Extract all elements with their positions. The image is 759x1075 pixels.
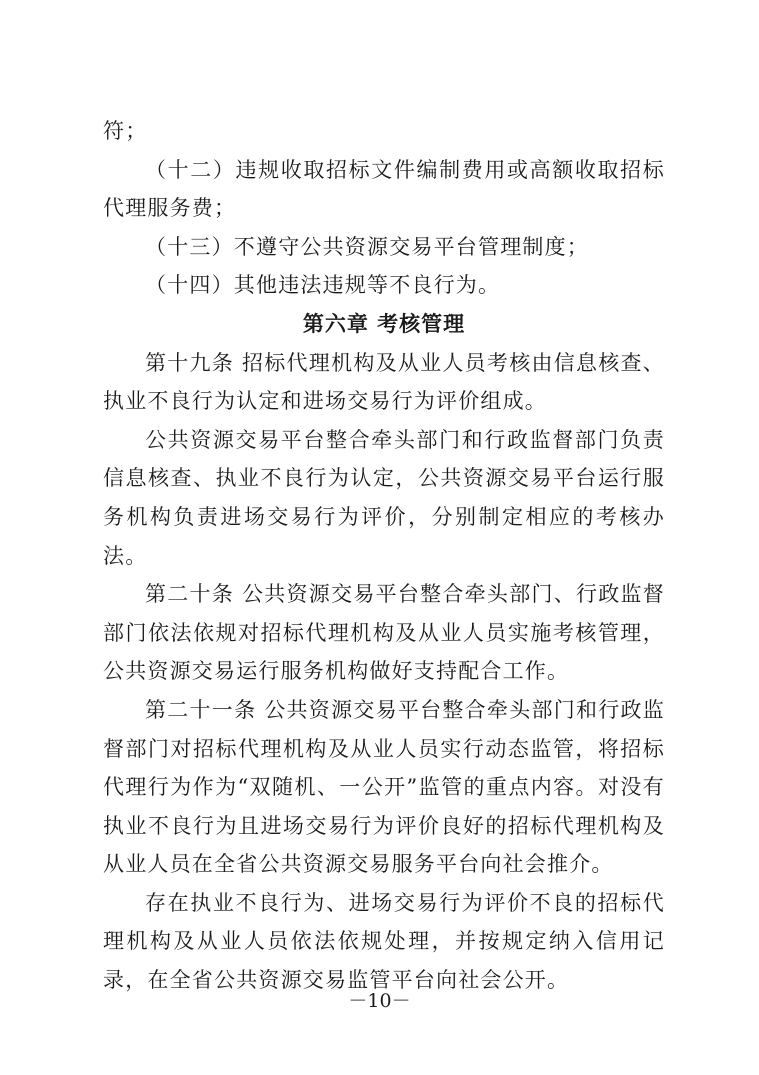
chapter-heading: 第六章 考核管理	[302, 311, 466, 336]
article-19: 第十九条 招标代理机构及从业人员考核由信息核查、执业不良行为认定和进场交易行为评价组成。	[103, 350, 665, 414]
article-21-paragraph-2: 存在执业不良行为、进场交易行为评价不良的招标代理机构及从业人员依法依规处理，并按规定纳入信用记录，在全省公共资源交易监管平台向社会公开。	[103, 890, 665, 993]
paragraph-item-13: （十三）不遵守公共资源交易平台管理制度；	[145, 234, 589, 259]
article-21: 第二十一条 公共资源交易平台整合牵头部门和行政监督部门对招标代理机构及从业人员实行动态监管，将招标代理行为作为“双随机、一公开”监管的重点内容。对没有执业不良行为且进场交易行为评价良好的招标代理机构及从业人员在全省公共资源交易服务平台向社会推介。	[103, 697, 665, 877]
article-19-paragraph-2: 公共资源交易平台整合牵头部门和行政监督部门负责信息核查、执业不良行为认定，公共资源交易平台运行服务机构负责进场交易行为评价，分别制定相应的考核办法。	[103, 427, 665, 568]
document-body	[103, 112, 665, 1000]
paragraph-item-12: （十二）违规收取招标文件编制费用或高额收取招标代理服务费；	[103, 157, 665, 221]
paragraph-item-14: （十四）其他违法违规等不良行为。	[145, 273, 501, 298]
article-20: 第二十条 公共资源交易平台整合牵头部门、行政监督部门依法依规对招标代理机构及从业人员实施考核管理，公共资源交易运行服务机构做好支持配合工作。	[103, 582, 665, 684]
paragraph-continuation: 符；	[103, 119, 148, 143]
page-number: －10－	[348, 990, 411, 1012]
